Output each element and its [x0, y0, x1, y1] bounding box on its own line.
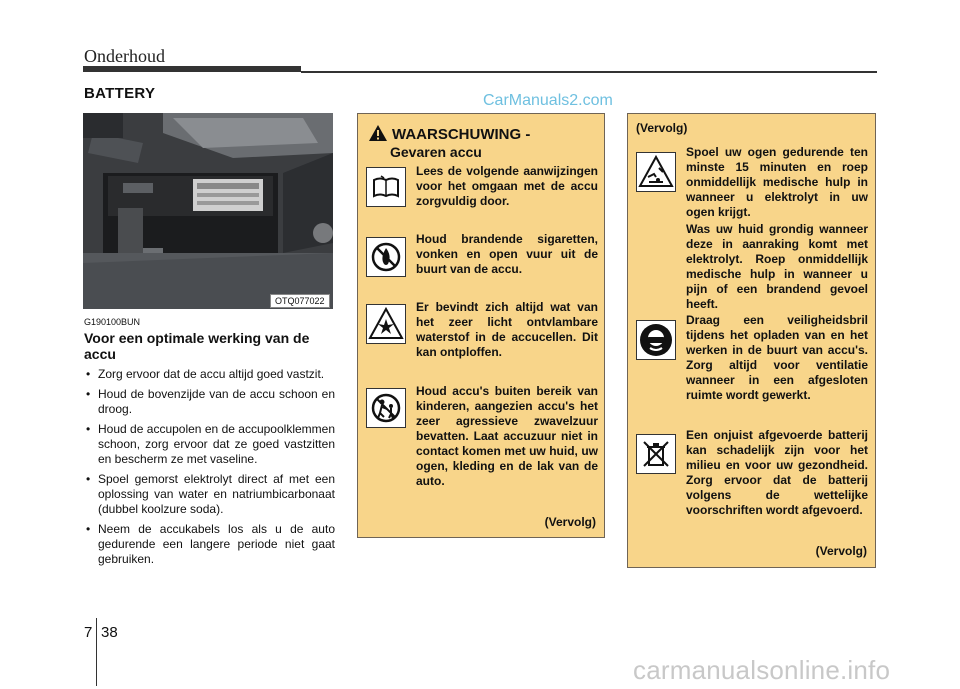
- continuation-label: (Vervolg): [636, 121, 688, 135]
- list-item: • Houd de bovenzijde van de accu schoon en droog.: [84, 387, 335, 417]
- page-number-divider: [96, 618, 97, 686]
- continued-label: (Vervolg): [815, 544, 867, 558]
- list-item: • Houd de accupolen en de accupoolklemmen schoon, zorg ervoor dat ze goed vastzitten en bescherm ze met vaseline.: [84, 422, 335, 467]
- battery-photo: [83, 113, 333, 309]
- warning-item-text: Houd accu's buiten bereik van kinderen, aangezien accu's het zeer agressieve zwavelzuur bevatten. Laat accuzuur niet in contact komen met uw huid, uw ogen, kleding en de lak van de auto.: [416, 384, 598, 488]
- maintenance-list: [84, 367, 335, 572]
- safety-goggles-icon: [636, 320, 676, 360]
- warning-title: WAARSCHUWING -: [392, 126, 531, 143]
- header-rule-bold: [83, 66, 301, 72]
- warning-item-text: Houd brandende sigaretten, vonken en open vuur uit de buurt van de accu.: [416, 232, 598, 276]
- list-item: • Zorg ervoor dat de accu altijd goed vastzit.: [84, 367, 335, 382]
- no-fire-icon: [366, 237, 406, 277]
- watermark-bottom[interactable]: carmanualsonline.info: [633, 655, 891, 685]
- continuation-item-text: Draag een veiligheidsbril tijdens het opladen van en het werken in de buurt van accu's. Zorg altijd voor ventilatie wanneer in een afgesloten ruimte wordt gewerkt.: [686, 313, 868, 402]
- warning-box: [357, 113, 605, 538]
- section-title: BATTERY: [84, 85, 156, 102]
- running-head: Onderhoud: [84, 46, 165, 66]
- recycle-bin-crossed-icon: [636, 434, 676, 474]
- keep-away-children-icon: [366, 388, 406, 428]
- page-number: 38: [101, 624, 118, 641]
- subheading: Voor een optimale werking van de accu: [84, 330, 310, 362]
- warning-item-text: Lees de volgende aanwijzingen voor het omgaan met de accu zorgvuldig door.: [416, 164, 598, 208]
- watermark-top[interactable]: CarManuals2.com: [483, 92, 613, 109]
- warning-item-text: Er bevindt zich altijd wat van het zeer licht ontvlambare waterstof in de accucellen. Dit kan ontploffen.: [416, 300, 598, 359]
- chapter-number: 7: [84, 624, 93, 641]
- warning-subtitle: Gevaren accu: [390, 144, 482, 160]
- continuation-item-text: Was uw huid grondig wanneer deze in aanraking komt met elektrolyt. Roep onmiddellijk medische hulp in wanneer u pijn of een brandend gevoel heeft.: [686, 222, 868, 311]
- list-item: • Spoel gemorst elektrolyt direct af met een oplossing van water en natriumbicarbonaat (dubbel koolzure soda).: [84, 472, 335, 517]
- continuation-box: [627, 113, 876, 568]
- continued-label: (Vervolg): [544, 515, 596, 529]
- read-manual-icon: [366, 167, 406, 207]
- explosion-icon: [366, 304, 406, 344]
- photo-code: OTQ077022: [270, 294, 330, 308]
- list-item: • Neem de accukabels los als u de auto gedurende een langere periode niet gaat gebruiken.: [84, 522, 335, 567]
- warning-triangle-icon: [368, 124, 388, 142]
- header-rule-thin: [301, 71, 877, 73]
- continuation-item-text: Spoel uw ogen gedurende ten minste 15 minuten en roep onmiddellijk medische hulp in wanneer u elektrolyt in uw ogen krijgt.: [686, 145, 868, 219]
- continuation-item-text: Een onjuist afgevoerde batterij kan schadelijk zijn voor het milieu en voor uw gezondheid. Zorg ervoor dat de batterij volgens de wettelijke voorschriften wordt afgevoerd.: [686, 428, 868, 517]
- corrosive-icon: [636, 152, 676, 192]
- section-code: G190100BUN: [84, 317, 141, 327]
